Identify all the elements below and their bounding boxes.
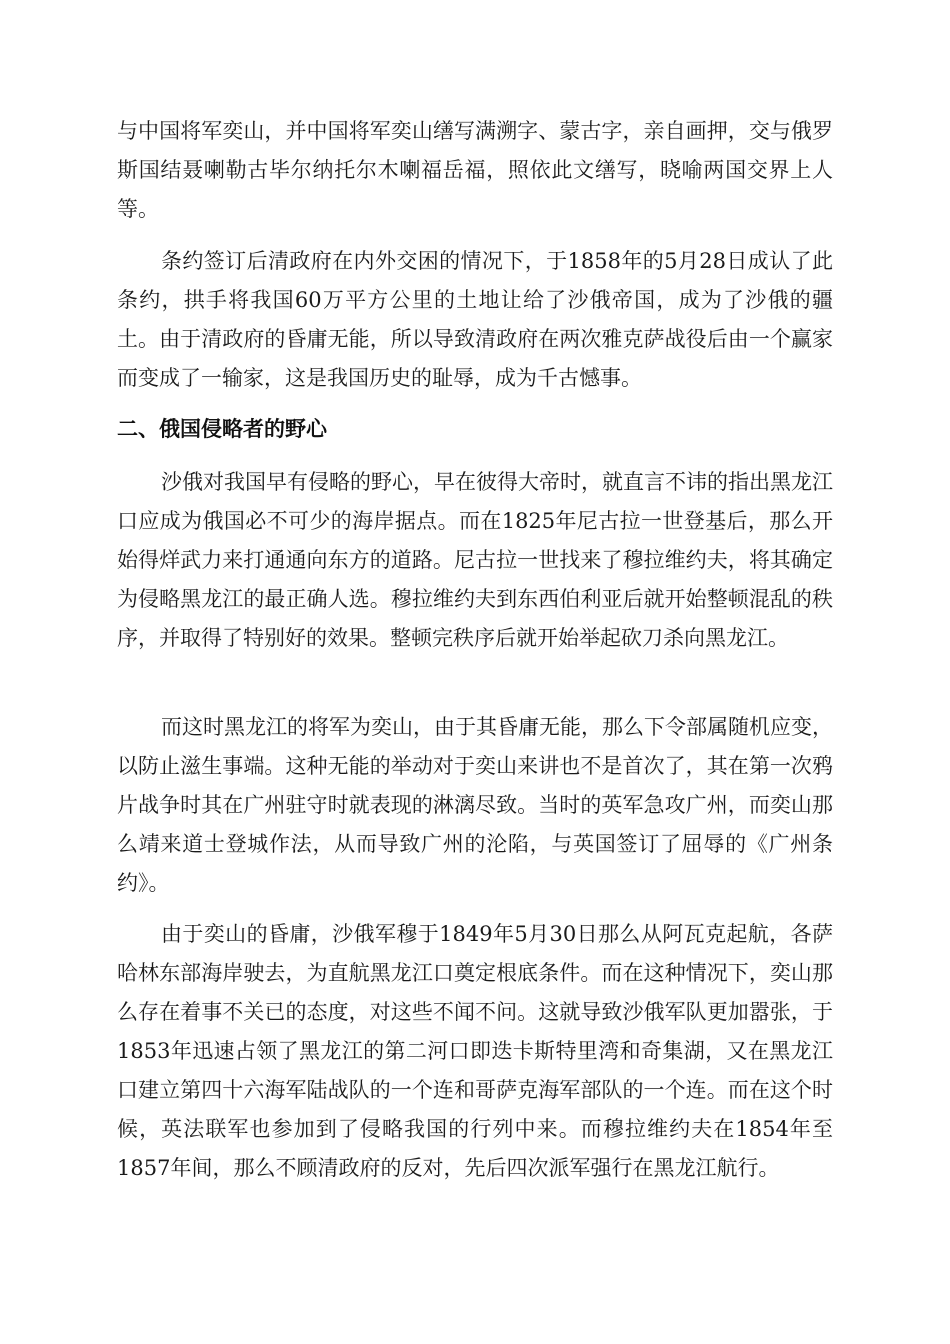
paragraph-russian-advance: 由于奕山的昏庸，沙俄军穆于1849年5月30日那么从阿瓦克起航，各萨哈林东部海岸驶去，为直航黑龙江口奠定根底条件。而在这种情况下，奕山那么存在着事不关已的态度，对这些不闻不问。这就导致沙俄军队更加嚣张，于1853年迅速占领了黑龙江的第二河口即迭卡斯特里湾和奇集湖，又在黑龙江口建立第四十六海军陆战队的一个连和哥萨克海军部队的一个连。而在这个时候，英法联军也参加到了侵略我国的行列中来。而穆拉维约夫在1854年至1857年间，那么不顾清政府的反对，先后四次派军强行在黑龙江航行。 bbox=[117, 922, 833, 1180]
paragraph-yishan-incompetence: 而这时黑龙江的将军为奕山，由于其昏庸无能，那么下令部属随机应变，以防止滋生事端。这种无能的举动对于奕山来讲也不是首次了，其在第一次鸦片战争时其在广州驻守时就表现的淋漓尽致。当时的英军急攻广州，而奕山那么靖来道士登城作法，从而导致广州的沦陷，与英国签订了屈辱的《广州条约》。 bbox=[117, 715, 833, 895]
paragraph-treaty-signing: 与中国将军奕山，并中国将军奕山缮写满溯字、蒙古字，亲自画押，交与俄罗斯国结聂喇勒古毕尔纳托尔木喇福岳福，照依此文缮写，晓喻两国交界上人等。 bbox=[117, 119, 833, 221]
section-heading: 二、俄国侵略者的野心 bbox=[117, 417, 327, 441]
paragraph-treaty-aftermath: 条约签订后清政府在内外交困的情况下，于1858年的5月28日成认了此条约，拱手将我国60万平方公里的土地让给了沙俄帝国，成为了沙俄的疆土。由于清政府的昏庸无能，所以导致清政府在两次雅克萨战役后由一个赢家而变成了一输家，这是我国历史的耻辱，成为千古憾事。 bbox=[117, 249, 833, 390]
paragraph-russian-ambition: 沙俄对我国早有侵略的野心，早在彼得大帝时，就直言不讳的指出黑龙江口应成为俄国必不可少的海岸据点。而在1825年尼古拉一世登基后，那么开始得烊武力来打通通向东方的道路。尼古拉一世找来了穆拉维约夫，将其确定为侵略黑龙江的最正确人选。穆拉维约夫到东西伯利亚后就开始整顿混乱的秩序，并取得了特别好的效果。整顿完秩序后就开始举起砍刀杀向黑龙江。 bbox=[117, 470, 833, 650]
